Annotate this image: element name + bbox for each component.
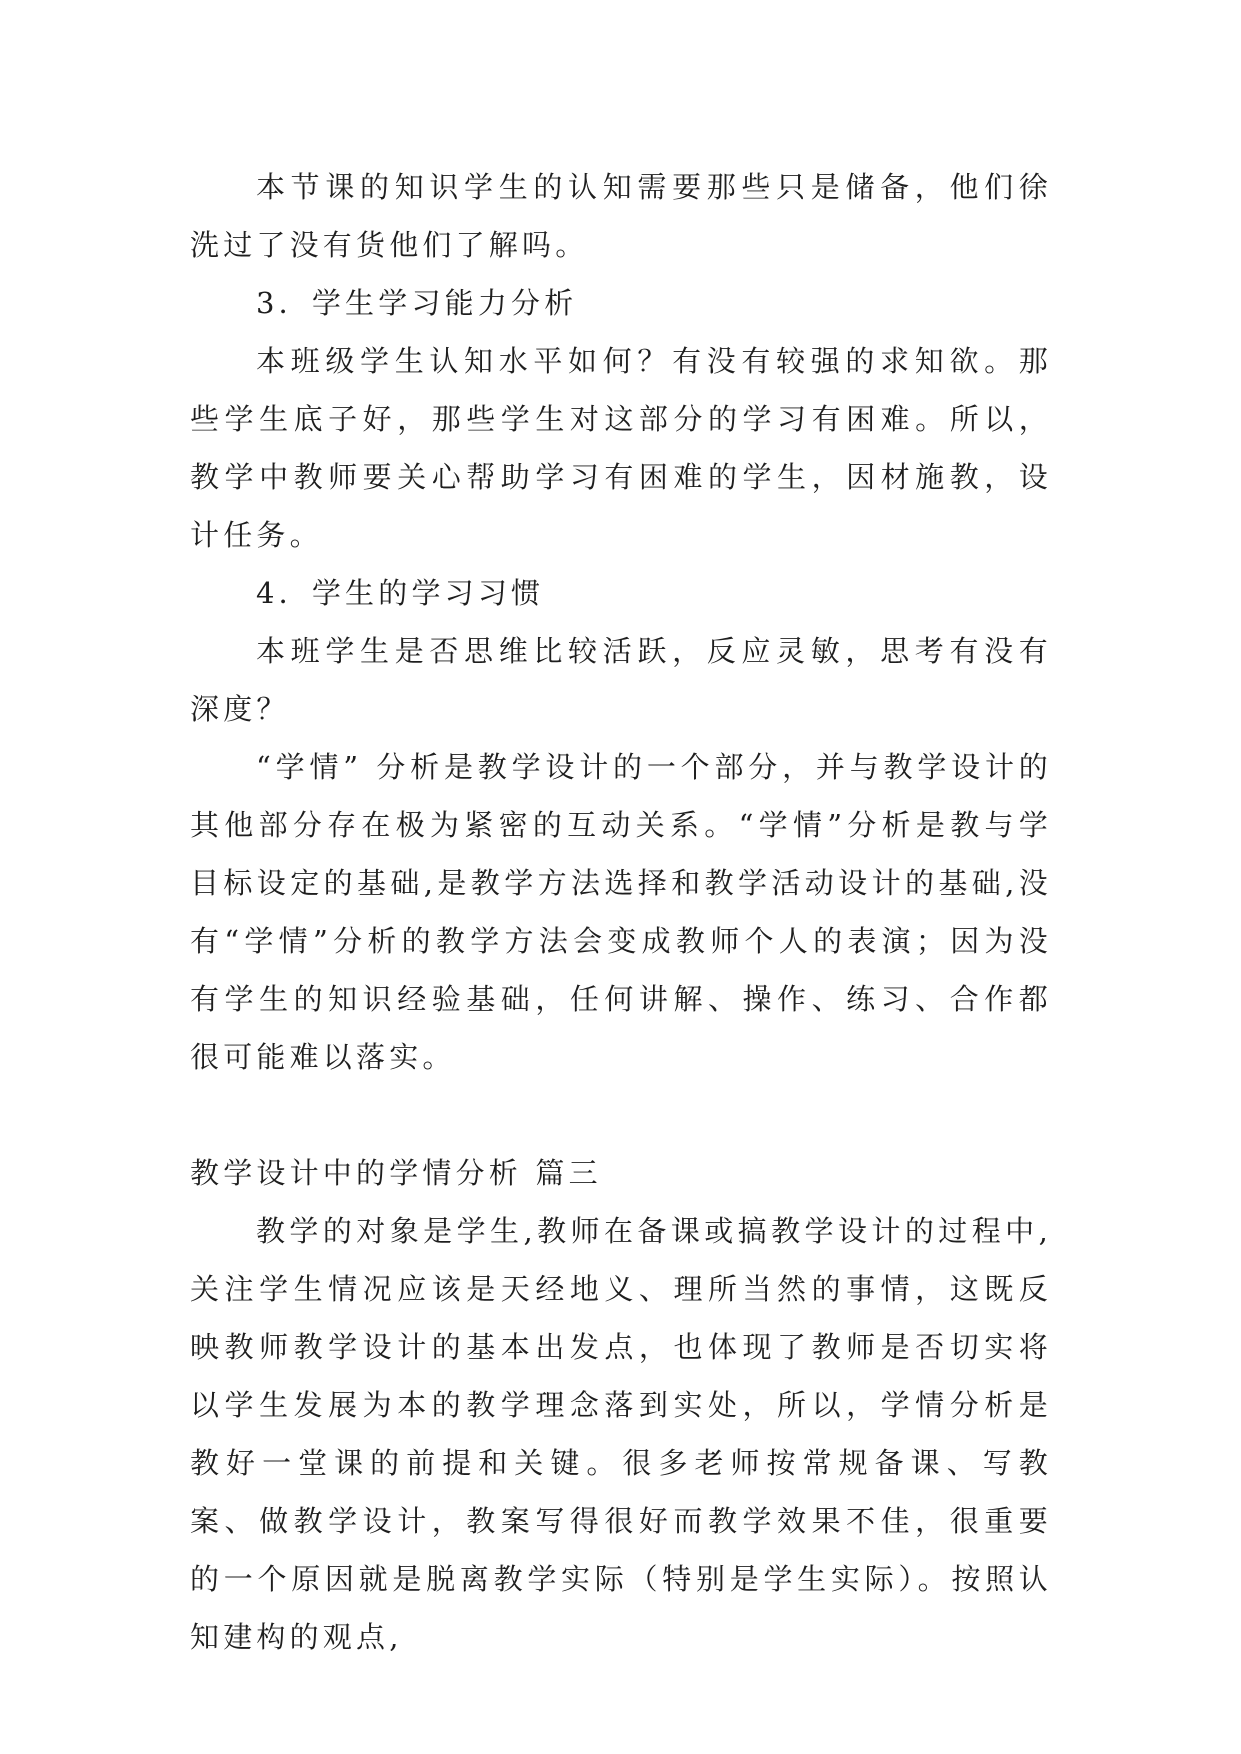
paragraph-learning-habits: 本班学生是否思维比较活跃，反应灵敏，思考有没有深度？ [190,634,1052,726]
section-paragraph: 教学的对象是学生,教师在备课或搞教学设计的过程中,关注学生情况应该是天经地义、理所当然的事情，这既反映教师教学设计的基本出发点，也体现了教师是否切实将以学生发展为本的教学理念落到实处，所以，学情分析是教好一堂课的前提和关键。很多老师按常规备课、写教案、做教学设计，教案写得很好而教学效果不佳，很重要的一个原因就是脱离教学实际（特别是学生实际）。按照认知建构的观点, [190,1214,1052,1654]
paragraph-prior-knowledge: 本节课的知识学生的认知需要那些只是储备，他们徐洗过了没有货他们了解吗。 [190,170,1052,262]
heading-learning-ability: 3．学生学习能力分析 [256,286,578,320]
document-body [190,158,1052,1666]
section-title: 教学设计中的学情分析 篇三 [190,1156,602,1190]
paragraph-learning-situation-analysis: “学情” 分析是教学设计的一个部分，并与教学设计的其他部分存在极为紧密的互动关系。“学情”分析是教与学目标设定的基础,是教学方法选择和教学活动设计的基础,没有“学情”分析的教学方法会变成教师个人的表演；因为没有学生的知识经验基础，任何讲解、操作、练习、合作都很可能难以落实。 [190,750,1052,1074]
paragraph-learning-ability: 本班级学生认知水平如何？有没有较强的求知欲。那些学生底子好，那些学生对这部分的学习有困难。所以，教学中教师要关心帮助学习有困难的学生，因材施教，设计任务。 [190,344,1052,552]
heading-learning-habits: 4．学生的学习习惯 [256,576,545,610]
